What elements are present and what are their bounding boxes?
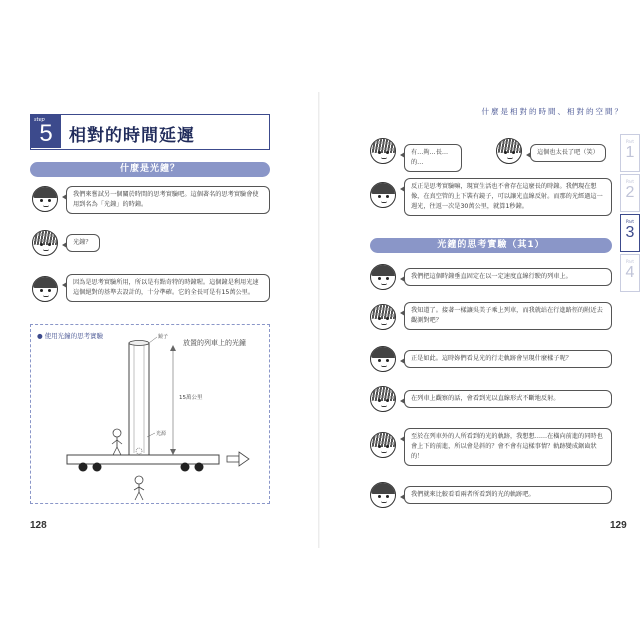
speech-bubble: 我們來嘗試另一個關於時間的思考實驗吧。這個著名的思考實驗會使用到名為「光鐘」的時鐘。	[66, 186, 270, 214]
speech-bubble: 因為是思考實驗所用，所以是有點奇特的時鐘喔。這個鐘是利用光速這個絕對的基準去設計的，十分準確。它的全長可是有15萬公里。	[66, 274, 270, 302]
step-number-badge	[31, 115, 61, 148]
speech-bubble: 這個也太長了吧（笑）	[530, 144, 606, 162]
boy-avatar	[370, 346, 396, 372]
light-source-label: 光源	[156, 431, 167, 437]
part-tab-2[interactable]: Part 2	[620, 174, 640, 212]
page-number-right: 129	[610, 520, 627, 531]
step-number: 5	[39, 120, 53, 147]
book-spread	[0, 92, 640, 548]
part-tab-1[interactable]: Part 1	[620, 134, 640, 172]
figure-box	[30, 324, 270, 504]
speech-bubble: 在列車上觀察的話，會看到光以直線形式不斷地反射。	[404, 390, 612, 408]
boy-avatar	[370, 482, 396, 508]
speech-bubble: 光鐘？	[66, 234, 100, 252]
section-heading: 光鐘的思考實驗（其1）	[370, 238, 612, 253]
girl-avatar	[32, 230, 58, 256]
girl-avatar	[370, 304, 396, 330]
page-title: 相對的時間延遲	[69, 126, 195, 146]
figure-title: ● 使用光鐘的思考實驗	[37, 332, 104, 340]
section-heading: 什麼是光鐘？	[30, 162, 270, 177]
left-page	[0, 92, 320, 548]
girl2-avatar	[496, 138, 522, 164]
mirror-label: 鏡子	[158, 334, 169, 340]
part-tab-3[interactable]: Part 3	[620, 214, 640, 252]
boy-avatar	[32, 276, 58, 302]
speech-bubble: 反正是思考實驗嘛，現實生活也不會存在這麼長的時鐘。我們現在想像，在真空管的上下裝有鏡子，可以讓光直線反射。而那的光經過這一週光，往返一次是30萬公里，就算1秒鐘。	[404, 178, 612, 216]
length-label: 15萬公里	[179, 395, 203, 401]
part-tab-4[interactable]: Part 4	[620, 254, 640, 292]
speech-bubble: 我知道了。接著一樣讓吳美子乘上列車，而我就站在行進路徑的附近去觀測對吧？	[404, 302, 612, 330]
running-head: 什麼是相對的時間、相對的空間？	[481, 107, 624, 116]
right-page	[320, 92, 640, 548]
speech-bubble: 我們把這個時鐘垂直固定在以一定速度直線行駛的列車上。	[404, 268, 612, 286]
girl-avatar	[370, 432, 396, 458]
page-number-left: 128	[30, 520, 47, 531]
speech-bubble: 正是如此。這時妳們看見光的行走軌跡會呈現什麼樣子呢？	[404, 350, 612, 368]
light-clock-illustration	[31, 325, 269, 503]
boy-avatar	[370, 264, 396, 290]
speech-bubble: 有…夠…長…的…	[404, 144, 462, 172]
speech-bubble: 我們就來比較看看兩者所看到的光的軌跡吧。	[404, 486, 612, 504]
step-word: step	[34, 117, 45, 123]
step-header	[30, 114, 270, 150]
boy-avatar	[370, 182, 396, 208]
clock-on-train-label: 放置的列車上的光鐘	[183, 339, 246, 347]
boy-avatar	[32, 186, 58, 212]
girl-avatar	[370, 386, 396, 412]
girl-avatar	[370, 138, 396, 164]
speech-bubble: 至於在列車外的人所看到的光的軌跡，我想想……在橫向前進的同時也會上下的前進，所以會是斜的？會不會有這樣事情？軌跡變成鋸齒狀的！	[404, 428, 612, 466]
